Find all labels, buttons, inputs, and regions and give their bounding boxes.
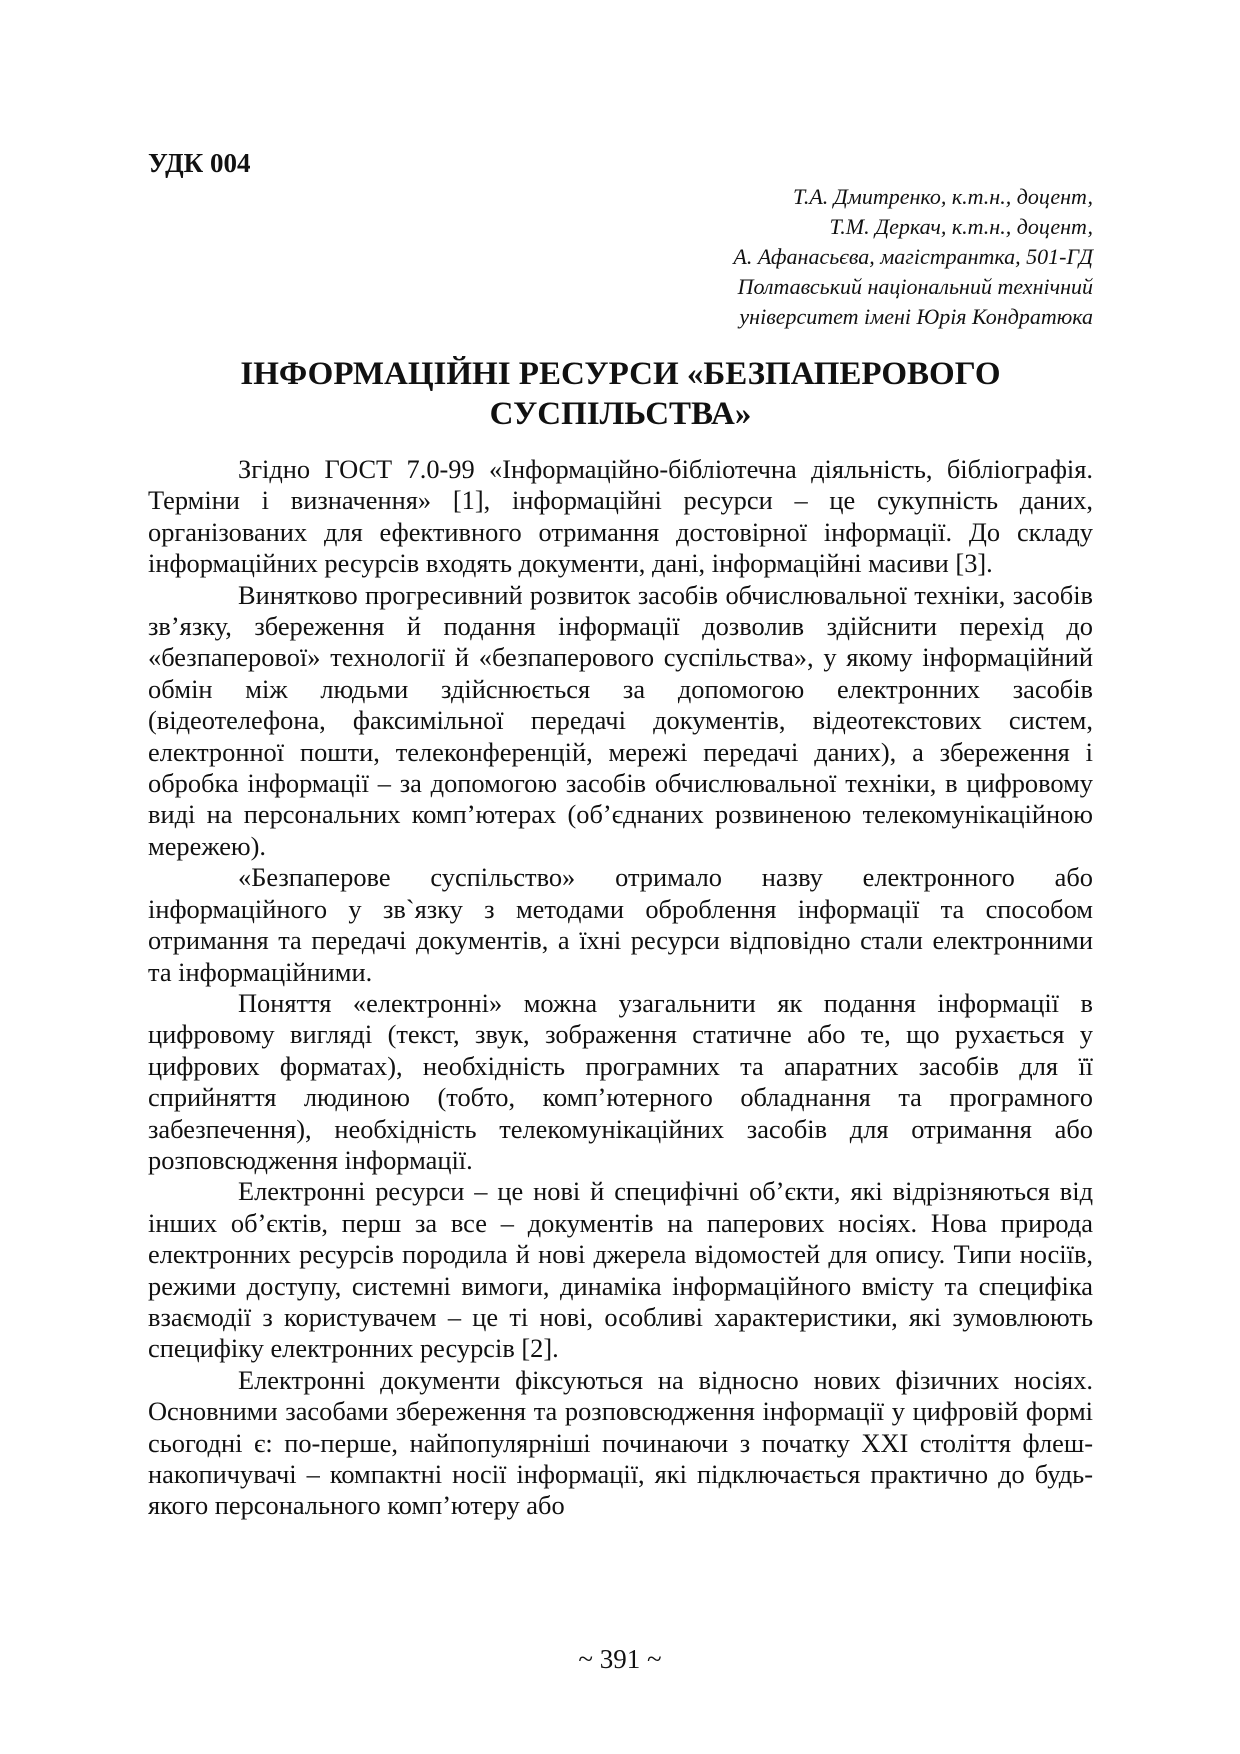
affiliation-line: університет імені Юрія Кондратюка bbox=[739, 304, 1093, 329]
author-block bbox=[393, 182, 1093, 332]
body-text bbox=[148, 454, 1093, 1522]
paragraph: «Безпаперове суспільство» отримало назву електронного або інформаційного у зв`язку з методами оброблення інформації та способом отримання та передачі документів, а їхні ресурси відповідно стали електронними та інформаційними. bbox=[148, 862, 1093, 987]
author-line: Т.М. Деркач, к.т.н., доцент, bbox=[829, 214, 1093, 239]
page-number: ~ 391 ~ bbox=[578, 1644, 662, 1674]
title-line-2: СУСПІЛЬСТВА» bbox=[489, 396, 752, 432]
paragraph: Поняття «електронні» можна узагальнити як подання інформації в цифровому вигляді (текст, звук, зображення статичне або те, що рухається у цифрових форматах), необхідність програмних та апаратних засобів для її сприйняття людиною (тобто, комп’ютерного обладнання та програмного забезпечення), необхідність телекомунікаційних засобів для отримання або розповсюдження інформації. bbox=[148, 987, 1093, 1175]
affiliation-line: Полтавський національний технічний bbox=[737, 274, 1093, 299]
author-line: Т.А. Дмитренко, к.т.н., доцент, bbox=[793, 184, 1093, 209]
author-line: А. Афанасьєва, магістрантка, 501-ГД bbox=[733, 244, 1093, 269]
udk-code: УДК 004 bbox=[148, 148, 251, 178]
paper-title bbox=[148, 354, 1093, 434]
paragraph: Електронні документи фіксуються на відносно нових фізичних носіях. Основними засобами збереження та розповсюдження інформації у цифровій формі сьогодні є: по-перше, найпопулярніші починаючи з початку ХХІ століття флеш-накопичувачі – компактні носії інформації, які підключається практично до будь-якого персонального комп’ютеру або bbox=[148, 1364, 1093, 1521]
paragraph: Електронні ресурси – це нові й специфічні об’єкти, які відрізняються від інших об’єктів, перш за все – документів на паперових носіях. Нова природа електронних ресурсів породила й нові джерела відомостей для опису. Типи носіїв, режими доступу, системні вимоги, динаміка інформаційного вмісту та специфіка взаємодії з користувачем – це ті нові, особливі характеристики, які зумовлюють специфіку електронних ресурсів [2]. bbox=[148, 1176, 1093, 1364]
paragraph: Згідно ГОСТ 7.0-99 «Інформаційно-бібліотечна діяльність, бібліографія. Терміни і визначення» [1], інформаційні ресурси – це сукупність даних, організованих для ефективного отримання достовірної інформації. До складу інформаційних ресурсів входять документи, дані, інформаційні масиви [3]. bbox=[148, 454, 1093, 579]
title-line-1: ІНФОРМАЦІЙНІ РЕСУРСИ «БЕЗПАПЕРОВОГО bbox=[240, 356, 1001, 392]
paragraph: Винятково прогресивний розвиток засобів обчислювальної техніки, засобів зв’язку, збереження й подання інформації дозволив здійснити перехід до «безпаперової» технології й «безпаперового суспільства», у якому інформаційний обмін між людьми здійснюється за допомогою електронних засобів (відеотелефона, факсимільної передачі документів, відеотекстових систем, електронної пошти, телеконференцій, мережі передачі даних), а збереження і обробка інформації – за допомогою засобів обчислювальної техніки, в цифровому виді на персональних комп’ютерах (об’єднаних розвиненою телекомунікаційною мережею). bbox=[148, 579, 1093, 861]
